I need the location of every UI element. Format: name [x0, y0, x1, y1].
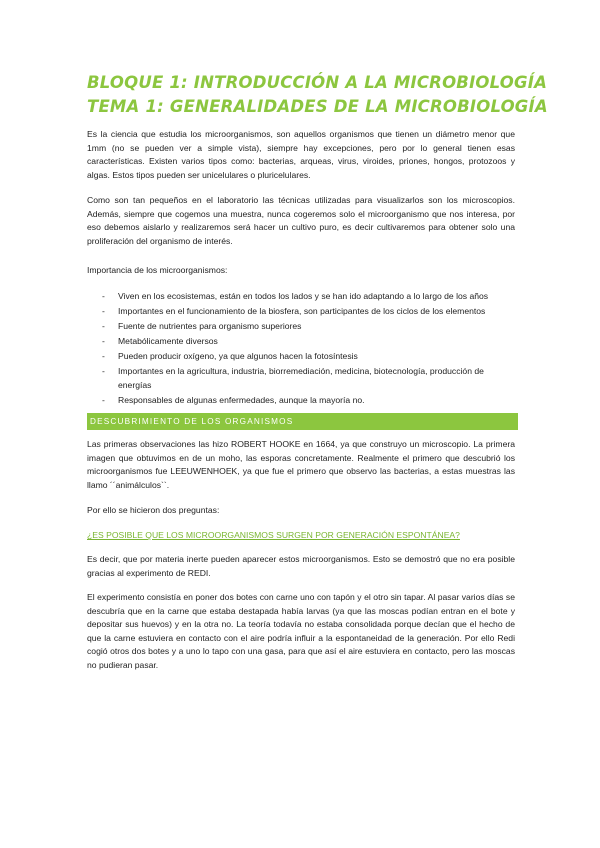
importance-list: [87, 290, 515, 409]
intro-paragraph: Es la ciencia que estudia los microorganismos, son aquellos organismos que tienen un diámetro menor que 1mm (no se pueden ver a simple vista), siempre hay excepciones, pero por lo general tienen esas características. Existen varios tipos como: bacterias, arqueas, virus, viroides, priones, hongos, protozoos y algas. Estos tipos pueden ser unicelulares o pluricelulares.: [87, 129, 515, 180]
section-heading: DESCUBRIMIENTO DE LOS ORGANISMOS: [87, 413, 518, 430]
spontaneous-generation-question: ¿ES POSIBLE QUE LOS MICROORGANISMOS SURGEN POR GENERACIÓN ESPONTÁNEA?: [87, 530, 460, 540]
questions-intro: Por ello se hicieron dos preguntas:: [87, 505, 220, 515]
redi-experiment-paragraph: El experimento consistía en poner dos botes con carne uno con tapón y el otro sin tapar. Al pasar varios días se descubría que en la carne que estaba destapada había larvas (ya que las moscas podían entran en el bote y depositar sus huevos) y en la otra no. La teoría todavía no estaba consolidada porque decían que el hecho de que la carne estuviera en contacto con el aire podría influir a la espontaneidad de la generación. Por ello Redi cogió otros dos botes y a uno lo tapo con una gasa, para que así el aire estuviera en contacto, pero las moscas no pudieran pasar.: [87, 592, 515, 670]
discovery-paragraph: Las primeras observaciones las hizo ROBERT HOOKE en 1664, ya que construyo un microscopio. La primera imagen que obtuvimos en de un moho, las esporas concretamente. Realmente el primero que descubrió los microorganismos fue LEEUWENHOEK, ya que fue el primero que observo las bacterias, a estas muestras las llamo ´´animálculos``.: [87, 439, 515, 490]
block-title: BLOQUE 1: INTRODUCCIÓN A LA MICROBIOLOGÍA: [87, 73, 548, 92]
microscope-paragraph: Como son tan pequeños en el laboratorio las técnicas utilizadas para visualizarlos son los microscopios. Además, siempre que cogemos una muestra, nunca cogeremos solo el microorganismo que nos interesa, por eso debemos aislarlo y realizaremos será hacer un cultivo puro, es decir cultivaremos para obtener solo una proliferación del organismo de interés.: [87, 195, 515, 246]
list-item: - Pueden producir oxígeno, ya que algunos hacen la fotosíntesis: [102, 351, 358, 362]
importance-intro: Importancia de los microorganismos:: [87, 265, 228, 275]
list-item: - Responsables de algunas enfermedades, aunque la mayoría no.: [102, 395, 365, 406]
list-item: - Metabólicamente diversos: [102, 336, 218, 347]
redi-intro-paragraph: Es decir, que por materia inerte pueden aparecer estos microorganismos. Esto se demostró que no era posible gracias al experimento de REDI.: [87, 554, 515, 578]
list-item: - Importantes en el funcionamiento de la biosfera, son participantes de los ciclos de los elementos: [102, 306, 486, 317]
list-item: - Importantes en la agricultura, industria, biorremediación, medicina, biotecnología, producción de energías: [102, 366, 484, 391]
topic-title: TEMA 1: GENERALIDADES DE LA MICROBIOLOGÍA: [87, 97, 548, 116]
list-item: - Fuente de nutrientes para organismo superiores: [102, 321, 302, 332]
list-item: - Viven en los ecosistemas, están en todos los lados y se han ido adaptando a lo largo de los años: [102, 291, 489, 301]
